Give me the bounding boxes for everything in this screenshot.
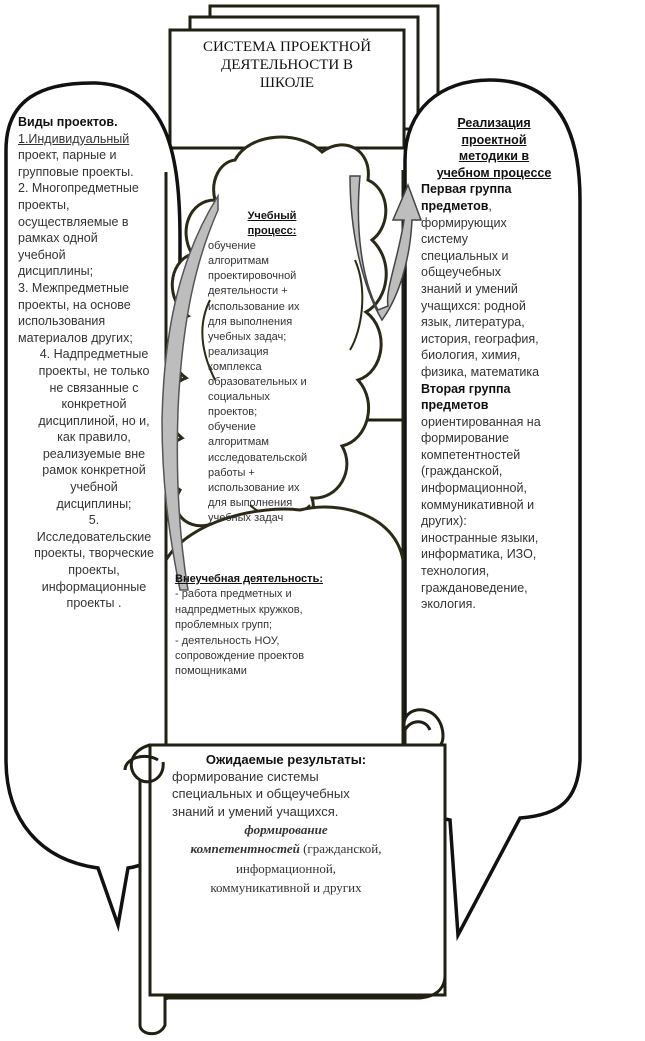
group2-title: Вторая группа: [421, 381, 511, 396]
group2-line: (гражданской,: [421, 464, 503, 479]
extracurricular-line: проблемных групп;: [175, 619, 273, 632]
group2-line: других):: [421, 514, 467, 529]
project-types-line: дисциплиной, но и,: [38, 413, 150, 428]
project-types-line: проекты .: [66, 596, 122, 611]
project-types-line: 3. Межпредметные: [18, 280, 130, 295]
learning-process-line: проектов;: [208, 406, 258, 419]
project-types-line: 1.Индивидуальный: [18, 131, 130, 146]
learning-process-heading: процесс:: [247, 225, 297, 238]
learning-process-line: использование их: [208, 481, 300, 494]
project-types-line: проект, парные и: [18, 148, 117, 163]
implementation-text: [421, 115, 567, 613]
group2-line: компетентностей: [421, 447, 521, 462]
project-types-line: 4. Надпредметные: [39, 347, 149, 362]
group2-line: информационной,: [421, 481, 527, 496]
learning-process-line: исследовательской: [208, 451, 308, 464]
project-types-line: информационные: [41, 579, 147, 594]
learning-process-line: деятельности +: [208, 285, 288, 298]
group1-line: биология, химия,: [421, 348, 521, 363]
group2-line: экология.: [421, 597, 476, 612]
title-line: ШКОЛЕ: [259, 75, 315, 91]
group1-title-line2: предметов,: [421, 198, 492, 213]
group1-line: физика, математика: [421, 364, 540, 379]
implementation-heading: Реализация: [457, 116, 531, 130]
results-serif-line: [172, 839, 400, 859]
project-types-line: проекты,: [68, 563, 120, 578]
implementation-heading: учебном процессе: [436, 165, 552, 180]
results-text: [172, 751, 400, 898]
project-types-line: реализуемые вне: [42, 446, 146, 461]
project-types-line: рамках одной: [18, 231, 98, 246]
group2-title: предметов: [421, 398, 489, 413]
group1-line: знаний и умений: [421, 281, 518, 296]
project-types-line: рамок конкретной: [42, 463, 146, 478]
group2-line: ориентированная на: [421, 414, 541, 429]
project-types-heading: Виды проектов.: [18, 115, 118, 129]
results-serif-rest: (гражданской,: [299, 841, 382, 857]
project-types-line: проекты, не только: [38, 363, 150, 378]
learning-process-line: социальных: [208, 391, 270, 404]
learning-process-line: алгоритмам: [208, 255, 269, 268]
learning-process-line: учебных задач: [208, 511, 284, 524]
results-serif-bold: компетентностей: [190, 841, 300, 857]
group1-line: общеучебных: [421, 265, 501, 280]
results-line: формирование системы: [172, 769, 319, 785]
group2-line: формирование: [421, 431, 509, 446]
group1-line: формирующих: [421, 215, 507, 230]
project-types-line: не связанные с: [49, 380, 139, 395]
group2-line: иностранные языки,: [421, 530, 539, 545]
results-line: знаний и умений учащихся.: [172, 803, 339, 819]
extracurricular-text: [175, 572, 403, 680]
learning-process-line: использование их: [208, 300, 300, 313]
learning-process-text: [208, 209, 336, 526]
learning-process-line: обучение: [208, 421, 256, 434]
project-types-line: использования: [18, 314, 106, 329]
learning-process-line: для выполнения: [208, 315, 293, 328]
project-types-line: 2. Многопредметные: [18, 181, 139, 196]
learning-process-heading: Учебный: [247, 210, 297, 222]
project-types-line: материалов других;: [18, 330, 133, 345]
project-types-line: учебной: [18, 247, 66, 262]
learning-process-line: образовательных и: [208, 376, 307, 389]
learning-process-line: учебных задач;: [208, 330, 287, 343]
implementation-heading: проектной: [461, 132, 527, 147]
results-serif-line: информационной,: [235, 860, 337, 876]
learning-process-line: работы +: [208, 466, 255, 479]
extracurricular-line: помощниками: [175, 665, 247, 678]
implementation-heading: методики в: [458, 149, 530, 164]
group1-line: история, география,: [421, 331, 539, 346]
group2-line: коммуникативной и: [421, 497, 535, 512]
project-types-line: проекты,: [18, 197, 70, 212]
learning-process-line: комплекса: [208, 360, 262, 373]
diagram-title: [178, 38, 396, 92]
project-types-line: осуществляемые в: [18, 214, 129, 229]
group2-line: граждановедение,: [421, 580, 528, 595]
project-types-line: проекты, на основе: [18, 297, 131, 312]
project-types-line: групповые проекты.: [18, 164, 134, 179]
title-line: СИСТЕМА ПРОЕКТНОЙ: [202, 39, 372, 55]
project-types-line: 5.: [88, 513, 100, 528]
learning-process-line: реализация: [208, 345, 269, 358]
group1-title: Первая группа: [421, 182, 512, 197]
learning-process-line: обучение: [208, 240, 256, 253]
results-serif-bold: формирование: [244, 821, 328, 837]
learning-process-line: проектировочной: [208, 270, 297, 283]
group2-line: технология,: [421, 564, 490, 579]
group1-line: учащихся: родной: [421, 298, 526, 313]
group1-title: предметов: [421, 198, 489, 213]
project-types-line: конкретной: [61, 397, 127, 412]
title-line: ДЕЯТЕЛЬНОСТИ В: [221, 57, 353, 73]
group1-line: специальных и: [421, 248, 509, 263]
results-serif-line: коммуникативной и других: [210, 880, 362, 896]
extracurricular-line: - работа предметных и: [175, 588, 292, 601]
project-types-line: Исследовательские: [36, 529, 152, 544]
extracurricular-heading: Внеучебная деятельность:: [175, 573, 323, 585]
group2-line: информатика, ИЗО,: [421, 547, 537, 562]
extracurricular-line: надпредметных кружков,: [175, 603, 303, 616]
group1-line: язык, литература,: [421, 315, 525, 330]
project-types-line: учебной: [70, 480, 118, 495]
extracurricular-line: - деятельность НОУ,: [175, 634, 280, 647]
project-types-line: дисциплины;: [18, 264, 94, 279]
project-types-line: дисциплины;: [56, 496, 132, 511]
results-heading: Ожидаемые результаты:: [205, 752, 367, 767]
learning-process-line: для выполнения: [208, 496, 293, 509]
extracurricular-line: сопровождение проектов: [175, 650, 305, 663]
project-types-line: проекты, творческие: [34, 546, 154, 561]
project-types-line: как правило,: [57, 430, 131, 445]
group1-line: систему: [421, 232, 469, 247]
results-line: специальных и общеучебных: [172, 786, 350, 802]
learning-process-line: алгоритмам: [208, 436, 269, 449]
project-types-text: [18, 114, 170, 612]
